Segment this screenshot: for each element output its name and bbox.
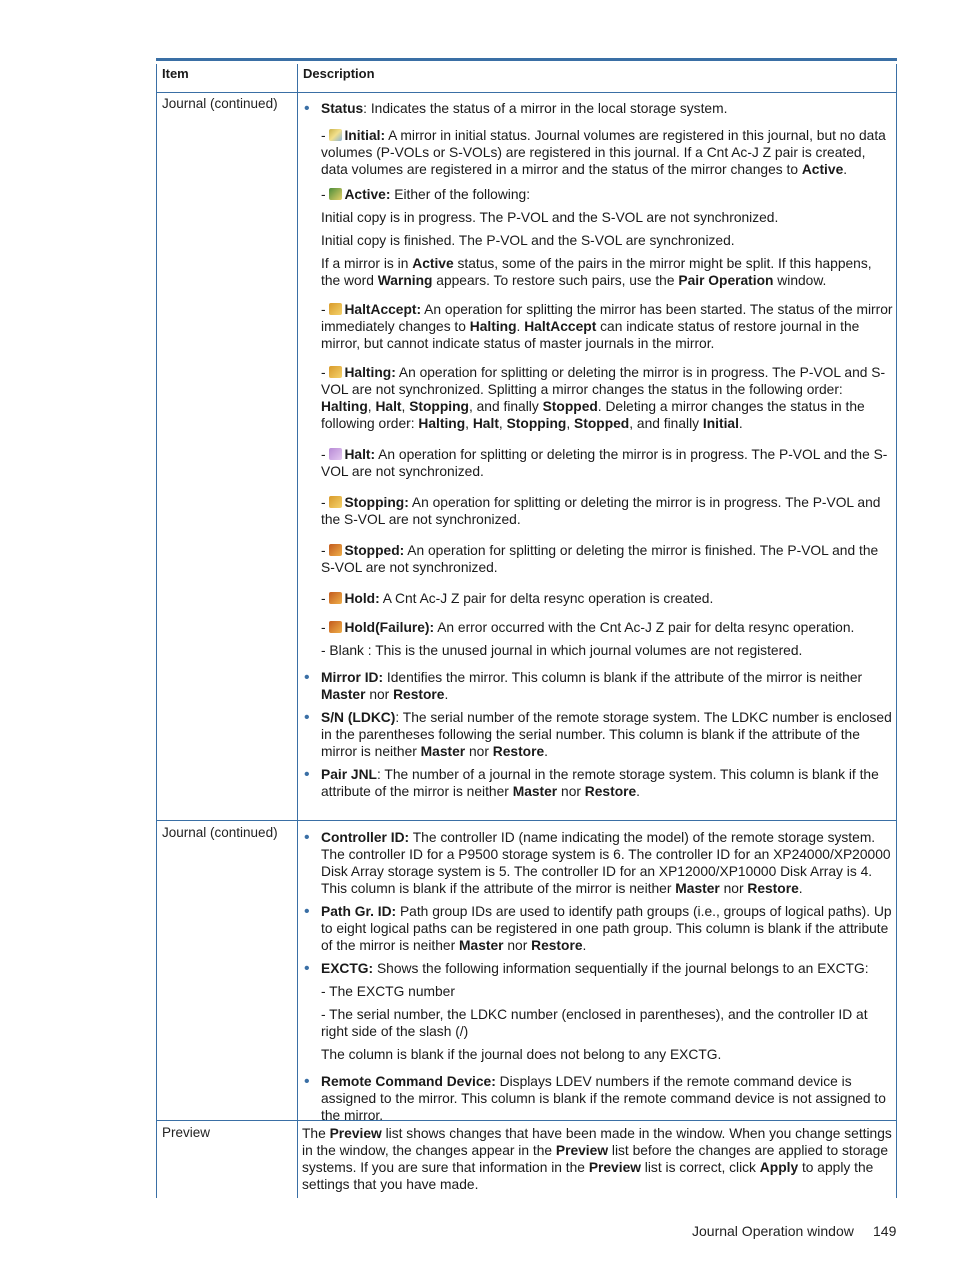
- paragraph: Initial copy is in progress. The P-VOL and the S-VOL are not synchronized.: [321, 210, 779, 225]
- row-description: [302, 1125, 894, 1193]
- list-item: • Controller ID: The controller ID (name indicating the model) of the remote storage system. The controller ID for a P9500 storage system is 6. The controller ID for an XP24000/XP20000 Disk Array storage system is 5. The controller ID for an XP12000/XP10000 Disk Array is 4. This column is blank if the attribute of the mirror is neither Master nor Restore.: [321, 829, 893, 897]
- row-description: [303, 829, 893, 1130]
- list-item: • Remote Command Device: Displays LDEV numbers if the remote command device is assigned to the mirror. This column is blank if the remote command device is not assigned to the mirror.: [321, 1073, 893, 1124]
- hold-failure-status-icon: [329, 621, 342, 633]
- paragraph: - The serial number, the LDKC number (enclosed in parentheses), and the controller ID at right side of the slash (/): [321, 1007, 868, 1039]
- column-header-description: Description: [303, 66, 375, 81]
- halt-status-icon: [329, 448, 342, 460]
- row-item-label: Journal (continued): [162, 96, 278, 111]
- status-entry: - Halt: An operation for splitting or deleting the mirror is in progress. The P-VOL and the S-VOL are not synchronized.: [321, 447, 888, 479]
- table-border-left: [156, 64, 157, 1198]
- footer-section-title: Journal Operation window: [692, 1223, 854, 1239]
- list-item: • Pair JNL: The number of a journal in the remote storage system. This column is blank if the attribute of the mirror is neither Master nor Restore.: [321, 766, 893, 800]
- row-divider: [156, 820, 897, 821]
- status-entry: - HaltAccept: An operation for splitting the mirror has been started. The status of the mirror immediately changes to Halting. HaltAccept can indicate status of restore journal in the mirror, but cannot indicate status of master journals in the mirror.: [321, 302, 893, 351]
- initial-status-icon: [329, 129, 342, 141]
- row-description: [303, 100, 893, 806]
- status-entry: - Active: Either of the following:: [321, 187, 531, 202]
- page-number: 149: [873, 1223, 897, 1239]
- status-entry: - Hold: A Cnt Ac-J Z pair for delta resync operation is created.: [321, 591, 714, 606]
- table-column-divider: [297, 64, 298, 1198]
- paragraph: The column is blank if the journal does not belong to any EXCTG.: [321, 1047, 722, 1062]
- active-status-icon: [329, 188, 342, 200]
- column-header-item: Item: [162, 66, 189, 81]
- list-item: • S/N (LDKC): The serial number of the remote storage system. The LDKC number is enclosed in the parentheses following the serial number. This column is blank if the attribute of the mirror is neither Master nor Restore.: [321, 709, 893, 760]
- paragraph: - The EXCTG number: [321, 984, 455, 999]
- paragraph: The Preview list shows changes that have been made in the window. When you change settings in the window, the changes appear in the Preview list before the changes are applied to storage systems. If you are sure that information in the Preview list is correct, click Apply to apply the settings that you have made.: [302, 1126, 892, 1192]
- status-entry: - Stopped: An operation for splitting or deleting the mirror is finished. The P-VOL and the S-VOL are not synchronized.: [321, 543, 879, 575]
- status-entry: - Initial: A mirror in initial status. Journal volumes are registered in this journal, but no data volumes (P-VOLs or S-VOLs) are registered in this journal. If a Cnt Ac-J Z pair is created, data volumes are registered in a mirror and the status of the mirror changes to Active.: [321, 128, 886, 177]
- hold-status-icon: [329, 592, 342, 604]
- stopping-status-icon: [329, 496, 342, 508]
- status-entry: - Stopping: An operation for splitting or deleting the mirror is in progress. The P-VOL and the S-VOL are not synchronized.: [321, 495, 881, 527]
- list-item: • Path Gr. ID: Path group IDs are used to identify path groups (i.e., groups of logical paths). Up to eight logical paths can be registered in one path group. This column is blank if the attribute of the mirror is neither Master nor Restore.: [321, 903, 893, 954]
- list-item: • Mirror ID: Identifies the mirror. This column is blank if the attribute of the mirror is neither Master nor Restore.: [321, 669, 893, 703]
- list-item: • Status: Indicates the status of a mirror in the local storage system.: [321, 100, 893, 117]
- halting-status-icon: [329, 366, 342, 378]
- header-divider: [156, 92, 897, 93]
- stopped-status-icon: [329, 544, 342, 556]
- row-item-label: Journal (continued): [162, 825, 278, 840]
- paragraph: - Blank : This is the unused journal in which journal volumes are not registered.: [321, 643, 803, 658]
- row-item-label: Preview: [162, 1125, 211, 1140]
- paragraph: If a mirror is in Active status, some of the pairs in the mirror might be split. If this happens, the word Warning appears. To restore such pairs, use the Pair Operation window.: [321, 256, 872, 288]
- table-border-right: [896, 64, 897, 1198]
- status-entry: - Hold(Failure): An error occurred with the Cnt Ac-J Z pair for delta resync operation.: [321, 620, 855, 635]
- haltaccept-status-icon: [329, 303, 342, 315]
- list-item: • EXCTG: Shows the following information sequentially if the journal belongs to an EXCTG:: [321, 960, 893, 977]
- paragraph: Initial copy is finished. The P-VOL and the S-VOL are synchronized.: [321, 233, 735, 248]
- status-entry: - Halting: An operation for splitting or deleting the mirror is in progress. The P-VOL and S-VOL are not synchronized. Splitting a mirror changes the status in the following order: Halting, Halt, Stopping, and finally Stopped. Deleting a mirror changes the status in the following order: Halting, Halt, Stopping, Stopped, and finally Initial.: [321, 365, 886, 431]
